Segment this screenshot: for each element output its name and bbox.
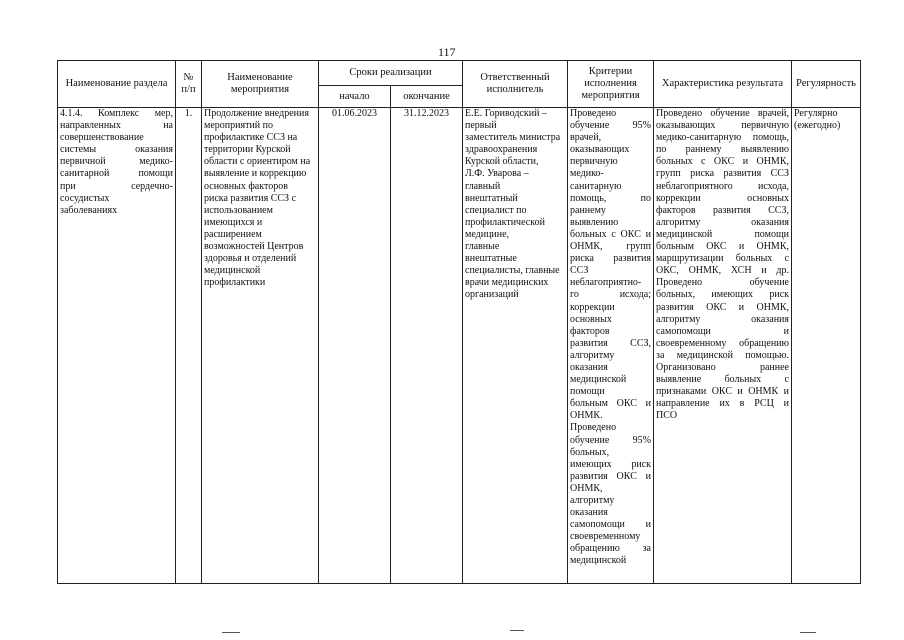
text-line: помощь, по	[570, 192, 651, 204]
start-cell: 01.06.2023	[319, 108, 391, 584]
header-end: окончание	[391, 86, 463, 108]
header-criteria: Критерии исполнения мероприятия	[568, 61, 654, 108]
text-line: первичной медико-	[60, 156, 173, 168]
text-line: признаками ОКС и ОНМК и	[656, 386, 789, 398]
text-line: Организовано раннее	[656, 361, 789, 373]
header-start: начало	[319, 86, 391, 108]
text-line: Курской области,	[465, 156, 539, 168]
header-num: № п/п	[176, 61, 202, 108]
text-line: Проведено	[570, 108, 617, 119]
text-line: го исхода;	[570, 289, 651, 301]
text-line: выявление больных с	[656, 374, 789, 386]
text-line: расширением	[204, 228, 262, 240]
text-line: мероприятий по	[204, 120, 273, 132]
text-line: главный	[465, 180, 501, 192]
text-line: выявлению	[570, 216, 619, 228]
text-line: специалист по	[465, 204, 527, 216]
text-line: санитарную	[570, 180, 622, 192]
text-line: алгоритму оказания	[656, 313, 789, 325]
text-line: самопомощи и	[656, 325, 789, 337]
text-line: больных, имеющих риск	[656, 289, 789, 301]
text-line: имеющихся и	[204, 216, 263, 228]
result-cell	[654, 108, 792, 584]
activities-table	[57, 60, 861, 584]
text-line: медицинской	[204, 265, 261, 277]
text-line: больным ОКС и ОНМК,	[656, 241, 789, 253]
text-line: неблагоприятного исхода,	[656, 180, 789, 192]
text-line: за медицинской помощью.	[656, 349, 789, 361]
text-line: медико-санитарную помощь,	[656, 132, 789, 144]
header-regularity: Регулярность	[792, 61, 861, 108]
text-line: при сердечно-	[60, 180, 173, 192]
text-line: внештатные	[465, 253, 517, 265]
text-line: Проведено обучение врачей,	[656, 108, 789, 119]
text-line: оказывающих первичную	[656, 120, 789, 132]
text-line: 4.1.4. Комплекс мер,	[60, 108, 173, 119]
text-line: направленных на	[60, 120, 173, 132]
text-line: организаций	[465, 289, 519, 301]
text-line: оказывающих	[570, 144, 630, 156]
text-line: медицинской	[570, 374, 627, 386]
text-line: здоровья и отделений	[204, 253, 297, 265]
text-line: Регулярно	[794, 108, 838, 119]
header-responsible: Ответственный исполнитель	[463, 61, 568, 108]
section-cell	[58, 108, 176, 584]
text-line: медицине,	[465, 228, 510, 240]
text-line: развития ОКС и	[570, 470, 651, 482]
text-line: медико-	[570, 168, 604, 180]
header-result: Характеристика результата	[654, 61, 792, 108]
text-line: области с ориентиром на	[204, 156, 311, 168]
text-line: больным ОКС и	[570, 398, 651, 410]
header-row-1	[58, 61, 861, 86]
text-line: алгоритму	[570, 495, 615, 506]
text-line: риска развития ССЗ с	[204, 192, 297, 204]
text-line: совершенствование	[60, 132, 144, 144]
text-line: помощи	[570, 386, 605, 398]
text-line: (ежегодно)	[794, 120, 841, 132]
text-line: оказания	[570, 507, 608, 519]
text-line: заболеваниях	[60, 204, 118, 216]
text-line: факторов развития ССЗ,	[656, 204, 789, 216]
text-line: больных,	[570, 446, 610, 458]
text-line: медицинской помощи	[656, 228, 789, 240]
text-line: врачи медицинских	[465, 277, 549, 289]
text-line: обучение 95%	[570, 120, 651, 132]
text-line: ОНМК, групп	[570, 241, 651, 253]
text-line: Л.Ф. Уварова –	[465, 168, 529, 180]
text-line: системы оказания	[60, 144, 173, 156]
responsible-cell	[463, 108, 568, 584]
text-line: направление их в РСЦ и	[656, 398, 789, 410]
text-line: профилактики	[204, 277, 266, 289]
text-line: использованием	[204, 204, 273, 216]
text-line: коррекции основных	[656, 192, 789, 204]
text-line: главные	[465, 241, 500, 253]
text-line: первичную	[570, 156, 618, 168]
text-line: ПСО	[656, 410, 678, 422]
text-line: внештатный	[465, 192, 518, 204]
text-line: больных с ОКС и	[570, 228, 651, 240]
text-line: групп риска развития ССЗ	[656, 168, 789, 180]
text-line: выявление и коррекцию	[204, 168, 307, 180]
text-line: Продолжение внедрения	[204, 108, 309, 119]
header-section: Наименование раздела	[58, 61, 176, 108]
text-line: риска развития	[570, 253, 651, 265]
table-row	[58, 108, 861, 584]
criteria-cell	[568, 108, 654, 584]
text-line: развития ОКС и ОНМК,	[656, 301, 789, 313]
text-line: Проведено	[570, 422, 617, 434]
text-line: неблагоприятно-	[570, 277, 642, 289]
scan-artifact	[222, 632, 240, 633]
text-line: санитарной помощи	[60, 168, 173, 180]
text-line: профилактике ССЗ на	[204, 132, 298, 144]
text-line: факторов	[570, 325, 610, 337]
text-line: основных	[570, 313, 612, 325]
page-number: 117	[438, 45, 456, 59]
text-line: ОНМК,	[570, 482, 603, 494]
num-cell: 1.	[176, 108, 202, 584]
text-line: имеющих риск	[570, 458, 651, 470]
text-line: Е.Е. Гориводский –	[465, 108, 547, 119]
text-line: по раннему выявлению	[656, 144, 789, 156]
text-line: специалисты, главные	[465, 265, 560, 277]
text-line: развития ССЗ,	[570, 337, 651, 349]
text-line: оказания	[570, 361, 608, 373]
text-line: больных с ОКС и ОНМК,	[656, 156, 789, 168]
text-line: Проведено обучение	[656, 277, 789, 289]
text-line: маршрутизации больных с	[656, 253, 789, 265]
header-event: Наименование мероприятия	[202, 61, 319, 108]
text-line: ССЗ	[570, 265, 589, 277]
text-line: здравоохранения	[465, 144, 538, 156]
text-line: алгоритму	[570, 349, 615, 361]
text-line: алгоритму оказания	[656, 216, 789, 228]
text-line: своевременному обращению	[656, 337, 789, 349]
text-line: врачей,	[570, 132, 602, 144]
text-line: обращению за	[570, 543, 651, 555]
text-line: сосудистых	[60, 192, 110, 204]
text-line: заместитель министра	[465, 132, 561, 144]
scan-artifact	[510, 630, 524, 631]
text-line: возможностей Центров	[204, 241, 304, 253]
text-line: ОНМК.	[570, 410, 603, 422]
text-line: первый	[465, 120, 497, 132]
text-line: самопомощи и	[570, 519, 651, 531]
header-terms: Сроки реализации	[319, 61, 463, 86]
scan-artifact	[800, 632, 816, 633]
text-line: основных факторов	[204, 180, 288, 192]
text-line: своевременному	[570, 531, 641, 543]
text-line: коррекции	[570, 301, 615, 313]
text-line: раннему	[570, 204, 606, 216]
regularity-cell	[792, 108, 861, 584]
text-line: обучение 95%	[570, 434, 651, 446]
end-cell: 31.12.2023	[391, 108, 463, 584]
text-line: медицинской	[570, 555, 627, 567]
event-cell	[202, 108, 319, 584]
text-line: территории Курской	[204, 144, 291, 156]
text-line: профилактической	[465, 216, 545, 228]
text-line: ОКС, ОНМК, ХСН и др.	[656, 265, 789, 277]
